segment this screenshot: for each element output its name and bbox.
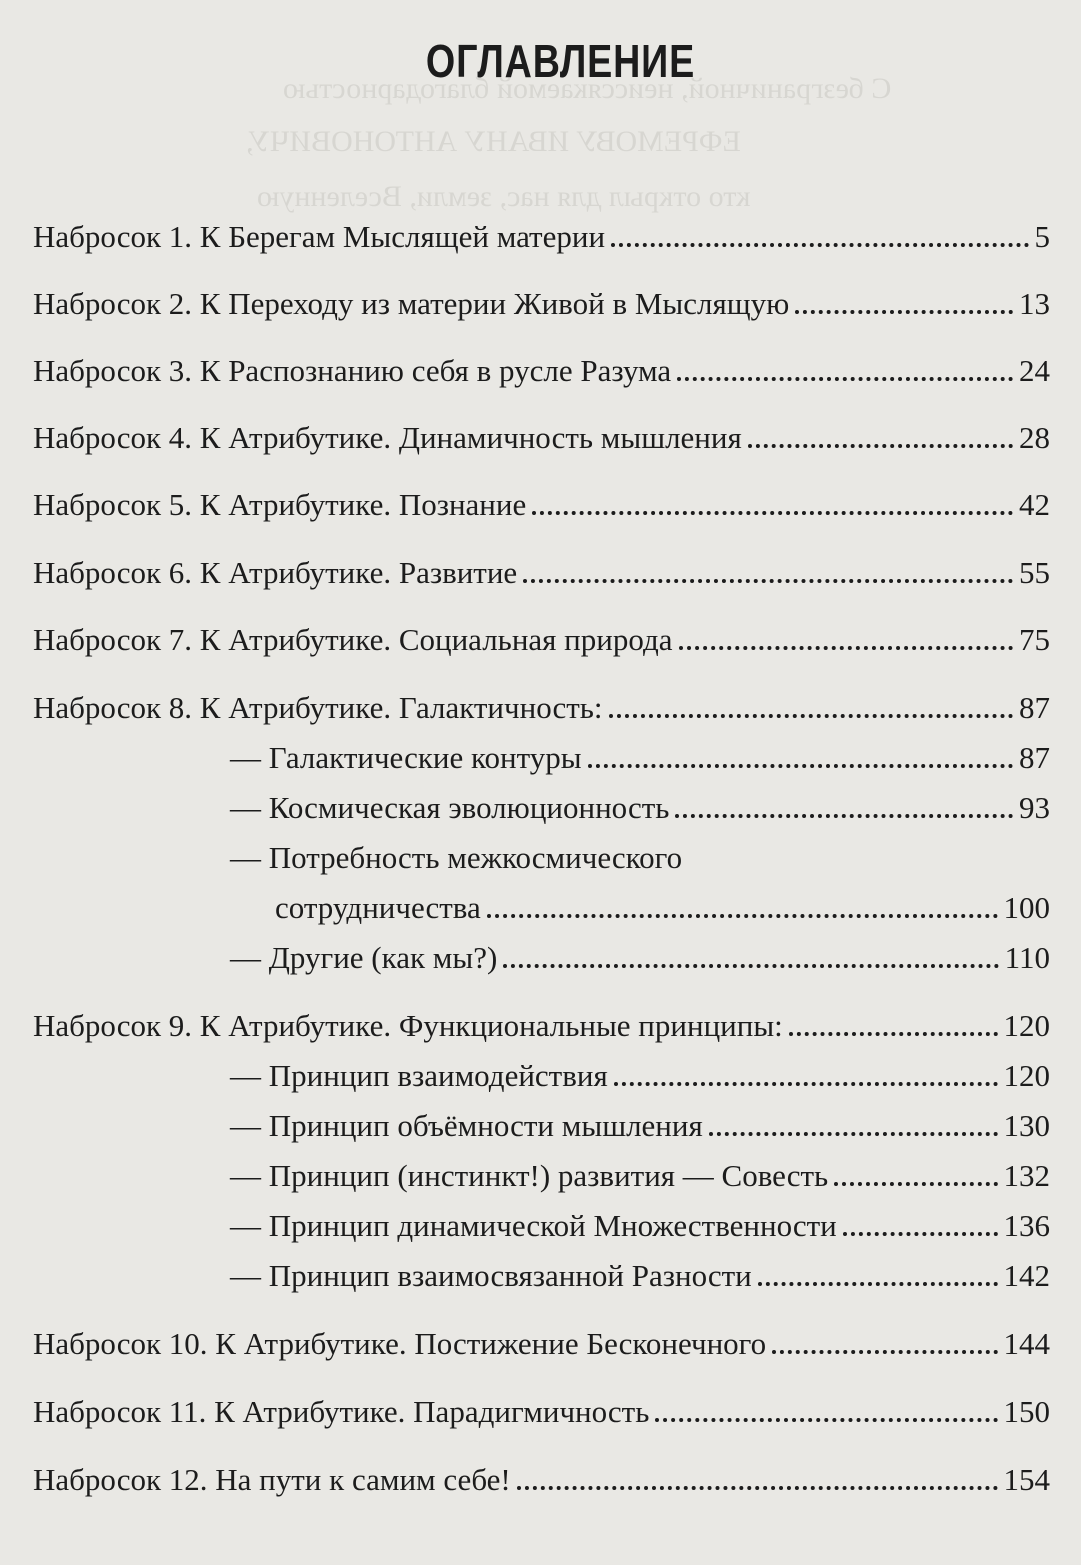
toc-subentry[interactable]: [230, 1258, 1050, 1294]
dot-leader: [795, 310, 1013, 314]
toc-entry-title: Набросок 6. К Атрибутике. Развитие: [33, 555, 518, 590]
toc-page-number: 13: [1019, 286, 1050, 321]
toc-entry-title: — Галактические контуры: [230, 740, 582, 775]
dot-leader: [843, 1232, 998, 1236]
toc-page-number: 144: [1003, 1326, 1050, 1361]
dot-leader: [679, 646, 1014, 650]
dot-leader: [772, 1350, 997, 1354]
toc-page-number: 93: [1019, 790, 1050, 825]
toc-subentry[interactable]: [230, 740, 1050, 776]
dot-leader: [677, 377, 1013, 381]
dot-leader: [611, 243, 1028, 247]
toc-entry-title: Набросок 4. К Атрибутике. Динамичность мышления: [33, 420, 742, 455]
toc-subentry[interactable]: [230, 1158, 1050, 1194]
toc-entry-title: Набросок 5. К Атрибутике. Познание: [33, 487, 527, 522]
toc-page-number: 130: [1003, 1108, 1050, 1143]
dot-leader: [834, 1182, 997, 1186]
toc-entry-title: Набросок 11. К Атрибутике. Парадигмичность: [33, 1394, 650, 1429]
page-title: ОГЛАВЛЕНИЕ: [425, 35, 696, 87]
toc-entry-10[interactable]: [33, 1326, 1050, 1362]
dot-leader: [758, 1282, 998, 1286]
toc-page-number: 28: [1019, 420, 1050, 455]
toc-entry-9[interactable]: [33, 1008, 1050, 1044]
toc-page-number: 5: [1034, 219, 1050, 254]
dot-leader: [487, 914, 998, 918]
toc-subentry[interactable]: [230, 1058, 1050, 1094]
toc-entry-7[interactable]: [33, 622, 1050, 658]
dot-leader: [789, 1032, 998, 1036]
dot-leader: [503, 964, 998, 968]
toc-page-number: 55: [1019, 555, 1050, 590]
dot-leader: [614, 1082, 998, 1086]
toc-page-number: 154: [1003, 1462, 1050, 1497]
toc-entry-5[interactable]: [33, 487, 1050, 523]
toc-entry-8[interactable]: [33, 690, 1050, 726]
toc-subentry[interactable]: [230, 790, 1050, 826]
toc-subentry[interactable]: [230, 1208, 1050, 1244]
toc-page-number: 120: [1003, 1058, 1050, 1093]
toc-page-number: 87: [1019, 690, 1050, 725]
toc-entry-title: Набросок 10. К Атрибутике. Постижение Бесконечного: [33, 1326, 767, 1361]
toc-subentry[interactable]: [230, 940, 1050, 976]
toc-entry-title: — Космическая эволюционность: [230, 790, 670, 825]
toc-entry-6[interactable]: [33, 555, 1050, 591]
bleed-through-text: ЕФРЕМОВУ ИВАНУ АНТОНОВИЧУ,: [246, 125, 741, 158]
toc-page-number: 24: [1019, 353, 1050, 388]
toc-page-number: 100: [1003, 890, 1050, 925]
toc-entry-12[interactable]: [33, 1462, 1050, 1498]
toc-entry-title: — Принцип динамической Множественности: [230, 1208, 837, 1243]
bleed-through-text: С безграничной, неиссякаемой благодарностью: [282, 72, 891, 105]
toc-entry-title: Набросок 8. К Атрибутике. Галактичность:: [33, 690, 603, 725]
toc-page-number: 87: [1019, 740, 1050, 775]
toc-entry-title: Набросок 7. К Атрибутике. Социальная природа: [33, 622, 673, 657]
toc-entry-4[interactable]: [33, 420, 1050, 456]
toc-entry-title: Набросок 12. На пути к самим себе!: [33, 1462, 511, 1497]
dot-leader: [517, 1486, 998, 1490]
dot-leader: [532, 511, 1013, 515]
toc-entry-title: — Принцип объёмности мышления: [230, 1108, 703, 1143]
toc-page-number: 132: [1003, 1158, 1050, 1193]
toc-entry-title: — Принцип взаимодействия: [230, 1058, 608, 1093]
toc-subentry[interactable]: [230, 1108, 1050, 1144]
toc-entry-title: — Другие (как мы?): [230, 940, 498, 975]
toc-entry-title: сотрудничества: [275, 890, 481, 925]
toc-entry-title: — Принцип взаимосвязанной Разности: [230, 1258, 752, 1293]
toc-page-number: 42: [1019, 487, 1050, 522]
toc-entry-title: — Принцип (инстинкт!) развития — Совесть: [230, 1158, 829, 1193]
toc-entry-title: Набросок 9. К Атрибутике. Функциональные принципы:: [33, 1008, 783, 1043]
dot-leader: [675, 814, 1013, 818]
toc-subentry-line1[interactable]: — Потребность межкосмического: [230, 840, 683, 875]
dot-leader: [588, 764, 1013, 768]
bleed-through-text: кто открыл для нас, земли, Вселенную: [257, 180, 751, 213]
toc-subentry[interactable]: [275, 890, 1050, 926]
toc-entry-title: Набросок 1. К Берегам Мыслящей материи: [33, 219, 606, 254]
toc-entry-2[interactable]: [33, 286, 1050, 322]
toc-page-number: 120: [1003, 1008, 1050, 1043]
toc-page-number: 142: [1003, 1258, 1050, 1293]
dot-leader: [709, 1132, 998, 1136]
dot-leader: [609, 714, 1013, 718]
toc-entry-title: Набросок 2. К Переходу из материи Живой в Мыслящую: [33, 286, 790, 321]
dot-leader: [523, 579, 1013, 583]
toc-page-number: 110: [1004, 940, 1050, 975]
toc-page-number: 150: [1003, 1394, 1050, 1429]
toc-entry-title: Набросок 3. К Распознанию себя в русле Разума: [33, 353, 672, 388]
toc-entry-1[interactable]: [33, 219, 1050, 255]
dot-leader: [655, 1418, 997, 1422]
toc-page-number: 136: [1003, 1208, 1050, 1243]
toc-entry-3[interactable]: [33, 353, 1050, 389]
toc-page-number: 75: [1019, 622, 1050, 657]
toc-entry-11[interactable]: [33, 1394, 1050, 1430]
dot-leader: [748, 444, 1013, 448]
